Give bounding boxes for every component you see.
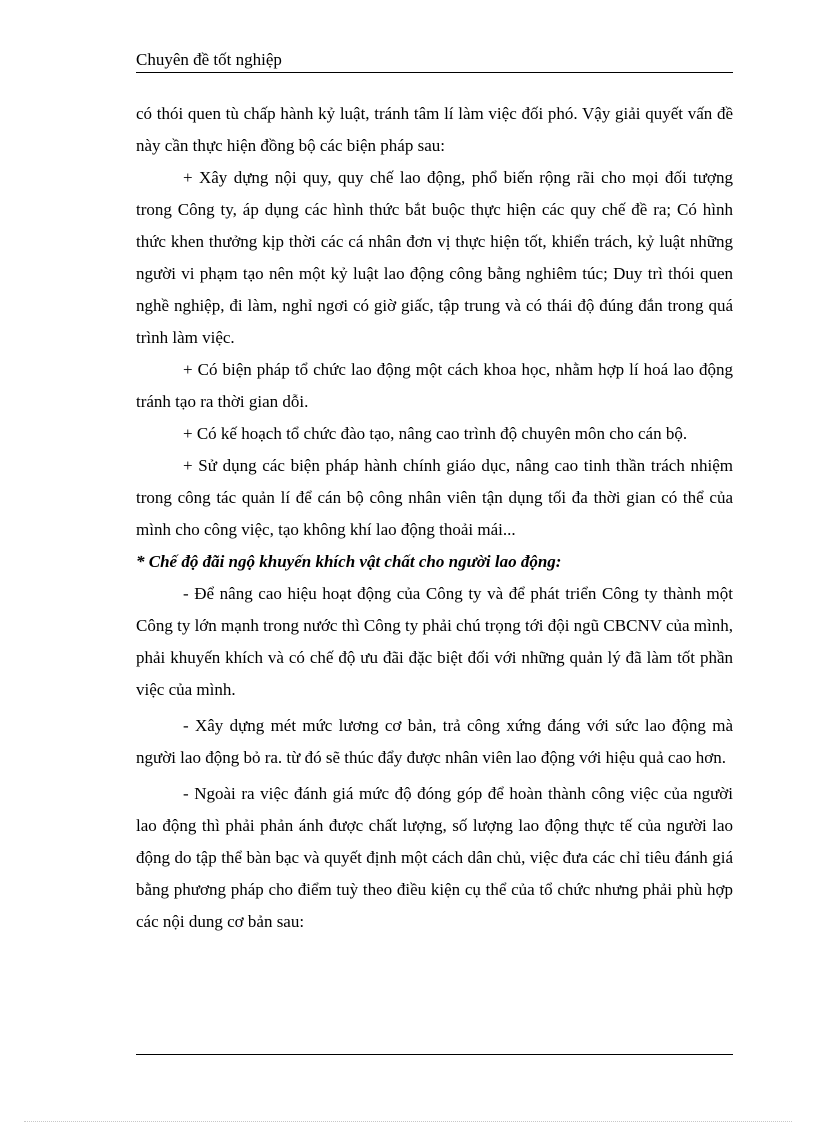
paragraph: có thói quen tù chấp hành kỷ luật, tránh tâm lí làm việc đối phó. Vậy giải quyết vấn đề này cần thực hiện đồng bộ các biện pháp sau: (136, 104, 733, 155)
section-heading: * Chế độ đãi ngộ khuyến khích vật chất cho người lao động: (136, 552, 562, 571)
page-boundary (24, 1121, 792, 1122)
page-header (136, 50, 733, 73)
paragraph: - Ngoài ra việc đánh giá mức độ đóng góp để hoàn thành công việc của người lao động thì phải phản ánh được chất lượng, số lượng lao động thực tế của người lao động do tập thể bàn bạc và quyết định một cách dân chủ, việc đưa các chỉ tiêu đánh giá bằng phương pháp cho điểm tuỳ theo điều kiện cụ thể của tổ chức nhưng phải phù hợp các nội dung cơ bản sau: (136, 784, 733, 931)
paragraph: - Để nâng cao hiệu hoạt động của Công ty và để phát triển Công ty thành một Công ty lớn mạnh trong nước thì Công ty phải chú trọng tới đội ngũ CBCNV của mình, phải khuyến khích và có chế độ ưu đãi đặc biệt đối với những quản lý đã làm tốt phần việc của mình. (136, 584, 733, 699)
paragraph: - Xây dựng mét mức lương cơ bản, trả công xứng đáng với sức lao động mà người lao động bỏ ra. từ đó sẽ thúc đẩy được nhân viên lao động với hiệu quả cao hơn. (136, 716, 733, 767)
document-title: Chuyên đề tốt nghiệp (136, 50, 282, 69)
paragraph: + Xây dựng nội quy, quy chế lao động, phổ biến rộng rãi cho mọi đối tượng trong Công ty, áp dụng các hình thức bắt buộc thực hiện các quy chế đề ra; Có hình thức khen thưởng kịp thời các cá nhân đơn vị thực hiện tốt, khiển trách, kỷ luật những người vi phạm tạo nên một kỷ luật lao động công bằng nghiêm túc; Duy trì thói quen nghề nghiệp, đi làm, nghỉ ngơi có giờ giấc, tập trung và có thái độ đúng đắn trong quá trình làm việc. (136, 168, 733, 347)
footer-rule (136, 1054, 733, 1055)
paragraph: + Có kế hoạch tổ chức đào tạo, nâng cao trình độ chuyên môn cho cán bộ. (183, 424, 688, 443)
document-body (136, 98, 733, 938)
paragraph: + Có biện pháp tổ chức lao động một cách khoa học, nhằm hợp lí hoá lao động tránh tạo ra thời gian dỗi. (136, 360, 733, 411)
paragraph: + Sử dụng các biện pháp hành chính giáo dục, nâng cao tinh thần trách nhiệm trong công tác quản lí để cán bộ công nhân viên tận dụng tối đa thời gian có thể của mình cho công việc, tạo không khí lao động thoải mái... (136, 456, 733, 539)
